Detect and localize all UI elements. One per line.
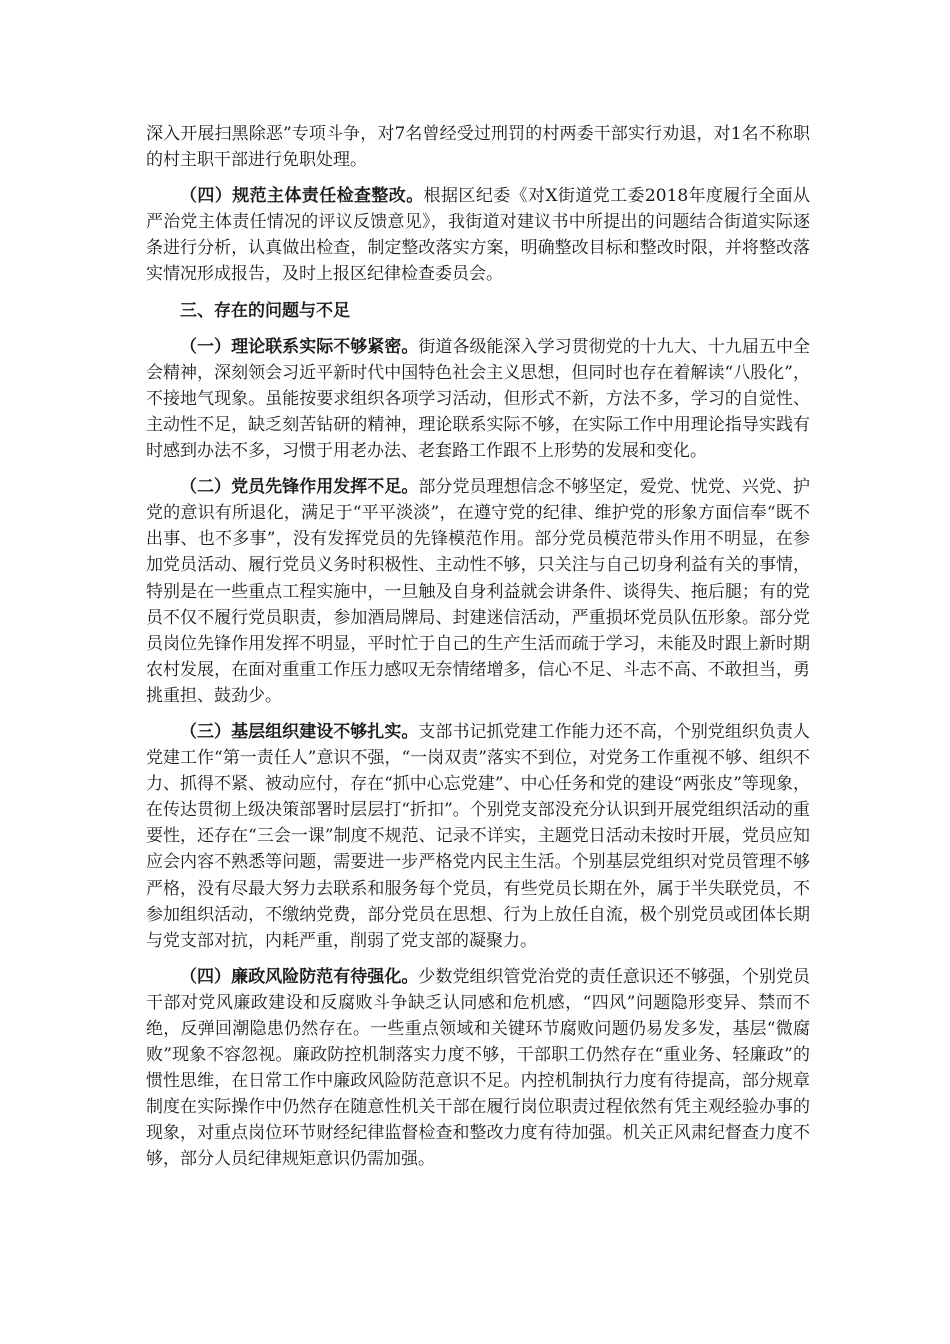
paragraph-lead: （四）廉政风险防范有待强化。 — [180, 966, 419, 987]
problem-paragraph-1 — [146, 334, 810, 464]
intro-paragraph — [146, 121, 810, 173]
problem-paragraph-4 — [146, 964, 810, 1173]
paragraph-text: 街道各级能深入学习贯彻党的十九大、十九届五中全会精神，深刻领会习近平新时代中国特色社会主义思想，但同时也存在着解读“八股化”，不接地气现象。虽能按要求组织各项学习活动，但形式不新，方法不多，学习的自觉性、主动性不足，缺乏刻苦钻研的精神，理论联系实际不够，在实际工作中用理论指导实践有时感到办法不多，习惯于用老办法、老套路工作跟不上形势的发展和变化。 — [146, 336, 811, 462]
paragraph-text: 部分党员理想信念不够坚定，爱党、忧党、兴党、护党的意识有所退化，满足于“平平淡淡”，在遵守党的纪律、维护党的形象方面信奉“既不出事、也不多事”，没有发挥党员的先锋模范作用。部分党员模范带头作用不明显，在参加党员活动、履行党员义务时积极性、主动性不够，只关注与自己切身利益有关的事情，特别是在一些重点工程实施中，一旦触及自身利益就会讲条件、谈得失、拖后腿；有的党员不仅不履行党员职责，参加酒局牌局、封建迷信活动，严重损坏党员队伍形象。部分党员岗位先锋作用发挥不明显，平时忙于自己的生产生活而疏于学习，未能及时跟上新时期农村发展，在面对重重工作压力感叹无奈情绪增多，信心不足、斗志不高、不敢担当，勇挑重担、鼓劲少。 — [146, 477, 811, 706]
paragraph-section-2-4 — [146, 183, 810, 287]
section-heading: 三、存在的问题与不足 — [180, 300, 350, 321]
paragraph-text: 根据区纪委《对X街道党工委2018年度履行全面从严治党主体责任情况的评议反馈意见》，我街道对建议书中所提出的问题结合街道实际逐条进行分析，认真做出检查，制定整改落实方案，明确整改目标和整改时限，并将整改落实情况形成报告，及时上报区纪律检查委员会。 — [146, 186, 811, 285]
document-body — [146, 121, 810, 1183]
intro-text: 深入开展扫黑除恶”专项斗争，对7名曾经受过刑罚的村两委干部实行劝退，对1名不称职的村主职干部进行免职处理。 — [146, 124, 810, 171]
problem-paragraph-3 — [146, 719, 810, 954]
paragraph-text: 少数党组织管党治党的责任意识还不够强，个别党员干部对党风廉政建设和反腐败斗争缺乏认同感和危机感，“四风”问题隐形变异、禁而不绝，反弹回潮隐患仍然存在。一些重点领域和关键环节腐败问题仍易发多发，基层“微腐败”现象不容忽视。廉政防控机制落实力度不够，干部职工仍然存在“重业务、轻廉政”的惯性思维，在日常工作中廉政风险防范意识不足。内控机制执行力度有待提高，部分规章制度在实际操作中仍然存在随意性机关干部在履行岗位职责过程依然有凭主观经验办事的现象，对重点岗位环节财经纪律监督检查和整改力度有待加强。机关正风肃纪督查力度不够，部分人员纪律规矩意识仍需加强。 — [146, 966, 811, 1170]
paragraph-lead: （四）规范主体责任检查整改。 — [180, 186, 424, 207]
problem-paragraph-2 — [146, 474, 810, 709]
paragraph-lead: （二）党员先锋作用发挥不足。 — [180, 477, 419, 498]
paragraph-lead: （一）理论联系实际不够紧密。 — [180, 336, 419, 357]
paragraph-text: 支部书记抓党建工作能力还不高，个别党组织负责人党建工作“第一责任人”意识不强，“一岗双责”落实不到位，对党务工作重视不够、组织不力、抓得不紧、被动应付，存在“抓中心忘党建”、中心任务和党的建设“两张皮”等现象，在传达贯彻上级决策部署时层层打“折扣”。个别党支部没充分认识到开展党组织活动的重要性，还存在“三会一课”制度不规范、记录不详实，主题党日活动未按时开展，党员应知应会内容不熟悉等问题，需要进一步严格党内民主生活。个别基层党组织对党员管理不够严格，没有尽最大努力去联系和服务每个党员，有些党员长期在外，属于半失联党员，不参加组织活动，不缴纳党费，部分党员在思想、行为上放任自流，极个别党员或团体长期与党支部对抗，内耗严重，削弱了党支部的凝聚力。 — [146, 721, 811, 951]
paragraph-lead: （三）基层组织建设不够扎实。 — [180, 721, 419, 742]
